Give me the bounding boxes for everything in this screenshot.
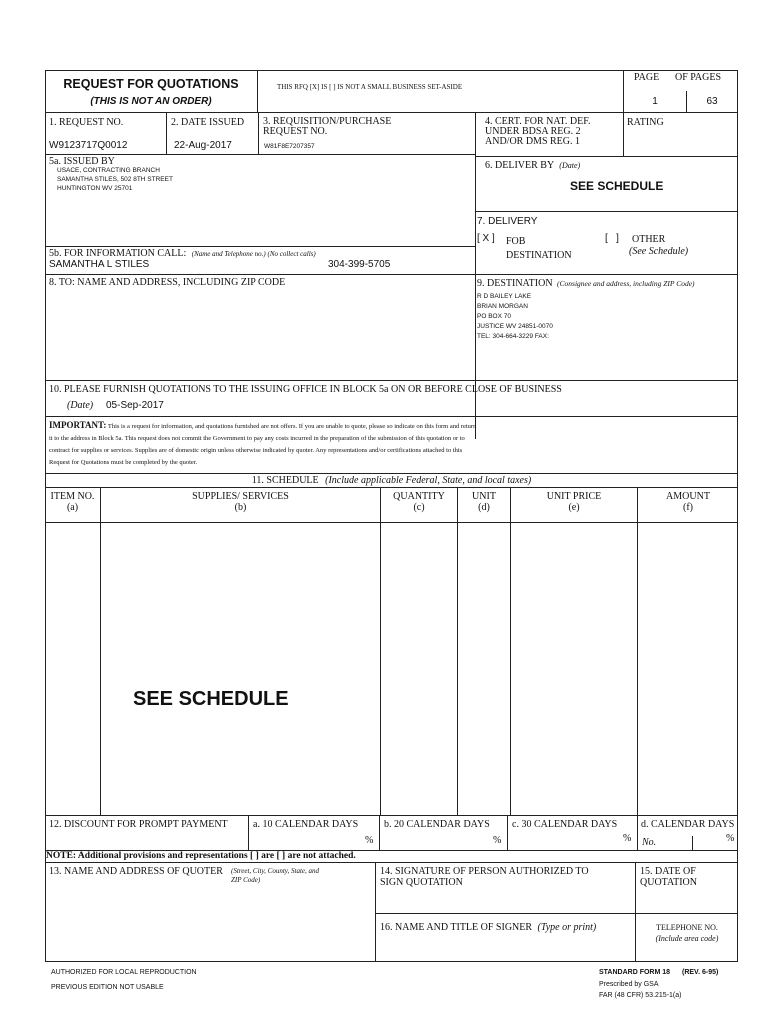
rfq-form (45, 70, 738, 963)
discount-20-days-label: b. 20 CALENDAR DAYS (384, 819, 490, 830)
divider (475, 156, 738, 157)
column-letter: (d) (478, 502, 490, 513)
column-name: ITEM NO. (50, 491, 95, 502)
signer-name-title: 16. NAME AND TITLE OF SIGNER (380, 922, 533, 933)
other-checkbox[interactable]: [ ] (605, 233, 619, 244)
column-name: UNIT PRICE (546, 491, 602, 502)
to-address-label: 8. TO: NAME AND ADDRESS, INCLUDING ZIP CODE (49, 277, 286, 288)
column-letter: (c) (413, 502, 425, 513)
of-pages-label: OF PAGES (675, 72, 722, 83)
divider (692, 836, 693, 850)
requisition-label: 3. REQUISITION/PURCHASE REQUEST NO. (263, 116, 392, 137)
divider (257, 70, 258, 112)
column-letter: (a) (66, 502, 79, 513)
important-text-3: contract for supplies or services. Supplies are of domestic origin unless otherwise indicated by quoter. Any representations and/or certifications attached to this (49, 447, 463, 454)
column-divider (380, 487, 381, 815)
discount-10-days-label: a. 10 CALENDAR DAYS (253, 819, 359, 830)
footer-prescribed: Prescribed by GSA (599, 981, 659, 988)
info-call-qualifier: (Name and Telephone no.) (No collect calls) (191, 250, 316, 258)
column-name: UNIT (472, 491, 496, 502)
cert-label: 4. CERT. FOR NAT. DEF. UNDER BDSA REG. 2 AND/OR DMS REG. 1 (485, 116, 591, 147)
divider (45, 112, 738, 113)
divider (635, 862, 636, 962)
furnish-date-value: 05-Sep-2017 (106, 400, 164, 411)
quotation-date-label: 15. DATE OF QUOTATION (640, 866, 697, 888)
footer-reproduction: AUTHORIZED FOR LOCAL REPRODUCTION (51, 969, 197, 976)
delivery-label: 7. DELIVERY (477, 216, 538, 227)
other-note: (See Schedule) (629, 246, 689, 257)
discount-30-days-percent: % (623, 833, 632, 844)
schedule-title (45, 475, 738, 486)
column-letter: (e) (568, 502, 580, 513)
important-text-4: Request for Quotations must be completed by the quoter. (49, 459, 198, 466)
form-subtitle: (THIS IS NOT AN ORDER) (90, 96, 212, 107)
destination-line: PO BOX 70 (477, 313, 511, 320)
divider (248, 815, 249, 850)
footer-form-rev: (REV. 6-95) (682, 969, 719, 976)
discount-20-days-percent: % (493, 835, 502, 846)
important-heading: IMPORTANT: (49, 420, 107, 430)
form-title: REQUEST FOR QUOTATIONS (63, 77, 239, 91)
column-divider (637, 487, 638, 815)
signer-name-qualifier: (Type or print) (537, 922, 597, 933)
column-divider (457, 487, 458, 815)
signer-name-label (380, 922, 596, 933)
column-header-quantity (381, 491, 457, 513)
column-letter: (b) (234, 502, 247, 513)
info-call-label (49, 248, 316, 259)
deliver-by-label (485, 160, 580, 171)
quoter-address-input[interactable] (49, 890, 369, 956)
divider (475, 211, 738, 212)
important-line-1 (49, 419, 735, 433)
destination-title: 9. DESTINATION (477, 278, 553, 289)
column-header-item-no (45, 491, 100, 513)
signature-label: 14. SIGNATURE OF PERSON AUTHORIZED TO SIGN QUOTATION (380, 866, 589, 888)
divider (258, 112, 259, 154)
signature-input[interactable] (380, 892, 630, 910)
info-call-name: SAMANTHA L STILES (49, 259, 150, 270)
frame-right (737, 70, 738, 850)
divider (45, 154, 476, 155)
deliver-by-value: SEE SCHEDULE (570, 179, 664, 193)
signer-name-input[interactable] (380, 938, 630, 956)
important-text-2: it to the address in Block 5a. This request does not commit the Government to pay any costs incurred in the preparation of the submission of this quotation or to (49, 435, 465, 442)
schedule-qualifier: (Include applicable Federal, State, and local taxes) (325, 475, 532, 486)
discount-calendar-days-no: No. (642, 837, 657, 848)
footer-far: FAR (48 CFR) 53.215-1(a) (599, 992, 682, 999)
date-issued-label: 2. DATE ISSUED (171, 117, 245, 128)
divider (45, 522, 738, 523)
request-no-label: 1. REQUEST NO. (49, 117, 124, 128)
divider (375, 862, 376, 962)
furnish-quotations-label: 10. PLEASE FURNISH QUOTATIONS TO THE ISSUING OFFICE IN BLOCK 5a ON OR BEFORE CLOSE OF BUSINESS (49, 384, 562, 395)
destination-line: BRIAN MORGAN (477, 303, 528, 310)
telephone-label: TELEPHONE NO. (656, 923, 718, 932)
frame-left (45, 70, 46, 962)
divider (45, 473, 738, 474)
discount-10-days-percent: % (365, 835, 374, 846)
info-call-title: 5b. FOR INFORMATION CALL: (49, 248, 187, 259)
destination-line: R D BAILEY LAKE (477, 293, 532, 300)
important-notice (49, 419, 735, 469)
discount-calendar-days-percent: % (726, 833, 735, 844)
quoter-address-label: 13. NAME AND ADDRESS OF QUOTER (49, 866, 223, 877)
set-aside-statement (277, 83, 462, 91)
divider (45, 487, 738, 488)
divider (379, 815, 380, 850)
divider (507, 815, 508, 850)
destination-qualifier: (Consignee and address, including ZIP Code) (557, 279, 695, 288)
telephone-qualifier: (Include area code) (655, 934, 719, 943)
discount-label: 12. DISCOUNT FOR PROMPT PAYMENT (49, 819, 228, 830)
column-header-amount (638, 491, 738, 513)
divider (166, 112, 167, 154)
quotation-date-input[interactable] (640, 892, 734, 910)
divider (45, 246, 476, 247)
schedule-title-text: 11. SCHEDULE (251, 475, 319, 486)
divider (623, 70, 624, 157)
column-header-unit-price (511, 491, 637, 513)
column-header-supplies (101, 491, 380, 513)
discount-calendar-days-label: d. CALENDAR DAYS (641, 819, 735, 830)
column-divider (100, 487, 101, 815)
destination-line: TEL: 304-664-3229 FAX: (477, 333, 549, 340)
page-number: 1 (652, 96, 658, 107)
other-label: OTHER (632, 234, 666, 245)
set-aside-is-not-checkbox[interactable]: [ ] IS NOT A SMALL BUSINESS SET-ASIDE (329, 83, 463, 91)
footer-form-title: STANDARD FORM 18 (599, 969, 671, 976)
issued-by-line: USACE, CONTRACTING BRANCH (57, 167, 160, 174)
column-name: AMOUNT (666, 491, 710, 502)
telephone-input[interactable] (640, 946, 734, 959)
info-call-phone: 304-399-5705 (328, 259, 391, 270)
footer-form-name (599, 969, 718, 976)
column-name: QUANTITY (393, 491, 445, 502)
schedule-body-text: SEE SCHEDULE (133, 688, 289, 710)
destination-line: JUSTICE WV 24851-0070 (477, 323, 553, 330)
quoter-address-qualifier: (Street, City, County, State, and ZIP Code) (231, 867, 320, 884)
footer-previous-edition: PREVIOUS EDITION NOT USABLE (51, 984, 164, 991)
page-label: PAGE (634, 72, 660, 83)
column-header-unit (458, 491, 510, 513)
date-issued-value: 22-Aug-2017 (174, 140, 232, 151)
divider (45, 416, 738, 417)
deliver-by-title: 6. DELIVER BY (485, 160, 554, 171)
fob-destination-label: FOB DESTINATION (506, 236, 572, 261)
requisition-value: W81F8E7207357 (264, 143, 315, 150)
furnish-date-qualifier: (Date) (67, 400, 94, 411)
column-divider (510, 487, 511, 815)
fob-destination-checkbox[interactable]: [ X ] (477, 233, 495, 244)
issued-by-line: HUNTINGTON WV 25701 (57, 185, 133, 192)
column-name: SUPPLIES/ SERVICES (192, 491, 289, 502)
total-pages: 63 (706, 96, 718, 107)
divider (45, 380, 738, 381)
divider (637, 815, 638, 850)
issued-by-label: 5a. ISSUED BY (49, 156, 115, 167)
provisions-note: NOTE: Additional provisions and representations [ ] are [ ] are not attached. (46, 851, 356, 861)
request-no-value: W9123717Q0012 (49, 140, 128, 151)
rating-label: RATING (627, 117, 664, 128)
important-text-1: This is a request for information, and quotations furnished are not offers. If you are unable to quote, please so indicate on this form and return (107, 423, 477, 430)
set-aside-prefix: THIS RFQ (277, 83, 308, 91)
divider (375, 913, 738, 914)
destination-label (477, 278, 695, 289)
issued-by-line: SAMANTHA STILES, 502 8TH STREET (57, 176, 173, 183)
frame-right-lower (737, 850, 738, 962)
divider (45, 815, 738, 816)
divider (45, 274, 738, 275)
set-aside-is-checkbox[interactable]: [X] IS (309, 83, 328, 91)
deliver-by-qualifier: (Date) (559, 161, 581, 170)
frame-top (45, 70, 738, 71)
discount-30-days-label: c. 30 CALENDAR DAYS (512, 819, 618, 830)
column-letter: (f) (683, 502, 693, 513)
